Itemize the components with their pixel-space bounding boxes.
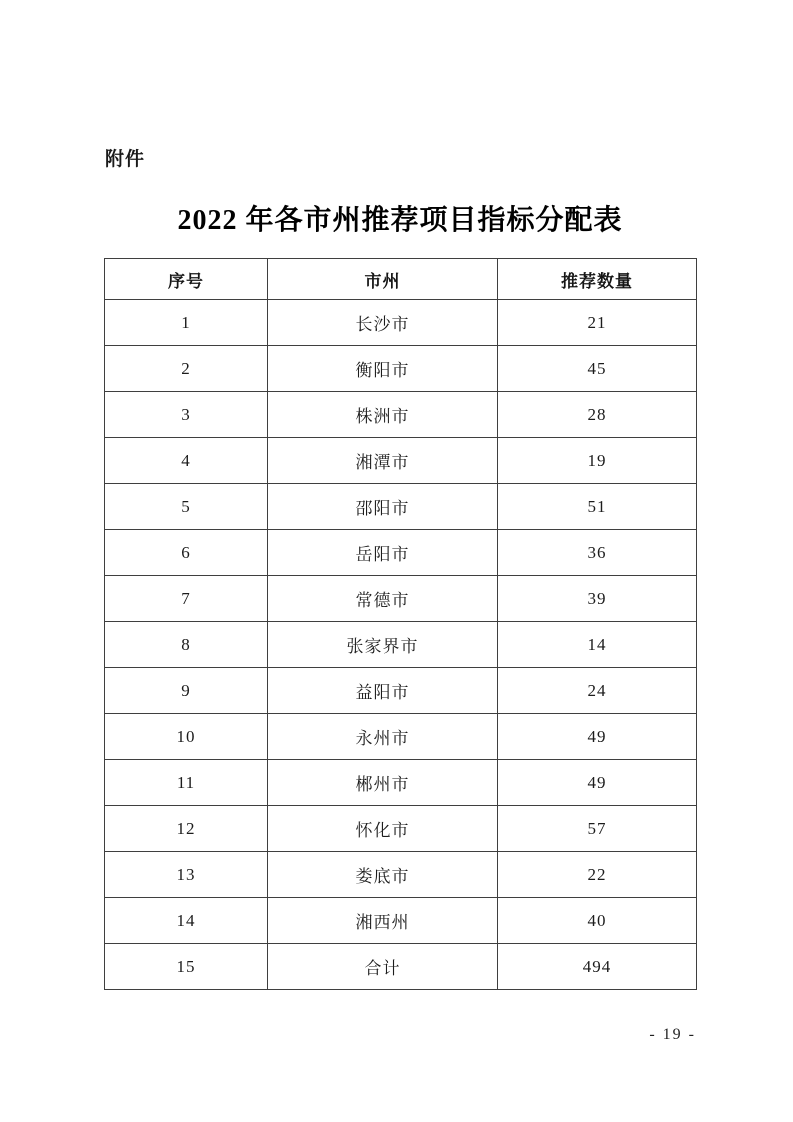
row-index-cell: 4 (105, 438, 268, 484)
table-row (105, 438, 697, 484)
city-cell: 邵阳市 (268, 484, 498, 530)
attachment-label: 附件 (105, 149, 146, 170)
row-index-cell: 13 (105, 852, 268, 898)
row-index-cell: 11 (105, 760, 268, 806)
table-row (105, 760, 697, 806)
city-cell: 娄底市 (268, 852, 498, 898)
table-row (105, 898, 697, 944)
city-cell: 合计 (268, 944, 498, 990)
page-number: - 19 - (649, 1026, 696, 1043)
city-cell: 常德市 (268, 576, 498, 622)
row-index-cell: 7 (105, 576, 268, 622)
table-row (105, 714, 697, 760)
city-cell: 郴州市 (268, 760, 498, 806)
city-cell: 怀化市 (268, 806, 498, 852)
quantity-cell: 51 (498, 484, 697, 530)
table-row (105, 484, 697, 530)
city-cell: 永州市 (268, 714, 498, 760)
city-cell: 张家界市 (268, 622, 498, 668)
quantity-cell: 40 (498, 898, 697, 944)
table-row (105, 668, 697, 714)
row-index-cell: 14 (105, 898, 268, 944)
table-row (105, 806, 697, 852)
row-index-cell: 15 (105, 944, 268, 990)
row-index-cell: 5 (105, 484, 268, 530)
quantity-cell: 36 (498, 530, 697, 576)
city-cell: 湘潭市 (268, 438, 498, 484)
quantity-cell: 45 (498, 346, 697, 392)
table-row (105, 346, 697, 392)
city-cell: 益阳市 (268, 668, 498, 714)
page-title: 2022 年各市州推荐项目指标分配表 (177, 205, 623, 236)
row-index-cell: 2 (105, 346, 268, 392)
row-index-cell: 1 (105, 300, 268, 346)
table-row (105, 300, 697, 346)
quantity-cell: 19 (498, 438, 697, 484)
table-row (105, 530, 697, 576)
quantity-cell: 21 (498, 300, 697, 346)
city-cell: 湘西州 (268, 898, 498, 944)
row-index-cell: 9 (105, 668, 268, 714)
table-row (105, 576, 697, 622)
table-row (105, 622, 697, 668)
quantity-cell: 49 (498, 760, 697, 806)
quantity-cell: 49 (498, 714, 697, 760)
quantity-cell: 28 (498, 392, 697, 438)
quantity-cell: 24 (498, 668, 697, 714)
quantity-cell: 39 (498, 576, 697, 622)
city-cell: 岳阳市 (268, 530, 498, 576)
row-index-cell: 8 (105, 622, 268, 668)
row-index-cell: 6 (105, 530, 268, 576)
city-cell: 株洲市 (268, 392, 498, 438)
table-row (105, 944, 697, 990)
city-cell: 长沙市 (268, 300, 498, 346)
row-index-cell: 12 (105, 806, 268, 852)
table-row (105, 852, 697, 898)
quantity-cell: 494 (498, 944, 697, 990)
quantity-cell: 57 (498, 806, 697, 852)
allocation-table (104, 258, 697, 990)
quantity-cell: 14 (498, 622, 697, 668)
row-index-cell: 10 (105, 714, 268, 760)
header-cell-city: 市州 (268, 259, 498, 300)
quantity-cell: 22 (498, 852, 697, 898)
table-header-row (105, 259, 697, 300)
header-cell-quantity: 推荐数量 (498, 259, 697, 300)
row-index-cell: 3 (105, 392, 268, 438)
header-cell-index: 序号 (105, 259, 268, 300)
table-row (105, 392, 697, 438)
city-cell: 衡阳市 (268, 346, 498, 392)
